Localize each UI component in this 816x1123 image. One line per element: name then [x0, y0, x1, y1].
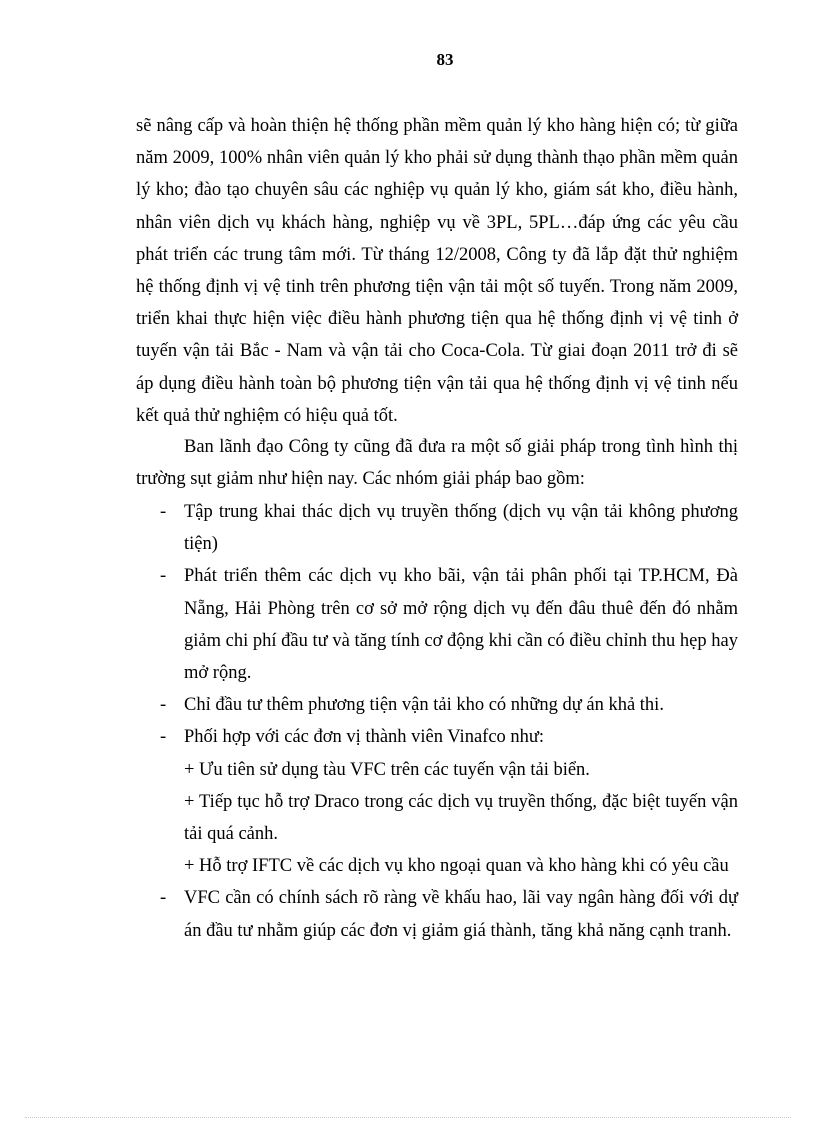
bullet-text: Tập trung khai thác dịch vụ truyền thống (dịch vụ vận tải không phương tiện) — [184, 502, 738, 555]
bullet-text: Phát triển thêm các dịch vụ kho bãi, vận tải phân phối tại TP.HCM, Đà Nẵng, Hải Phòng trên cơ sở mở rộng dịch vụ đến đâu thuê đến đó nhằm giảm chi phí đầu tư và tăng tính cơ động khi cần có điều chỉnh thu hẹp hay mở rộng. — [184, 566, 738, 684]
paragraph-solutions-lead: Ban lãnh đạo Công ty cũng đã đưa ra một số giải pháp trong tình hình thị trường sụt giảm như hiện nay. Các nhóm giải pháp bao gồm: — [136, 437, 738, 490]
paragraph-intro: sẽ nâng cấp và hoàn thiện hệ thống phần mềm quản lý kho hàng hiện có; từ giữa năm 2009, 100% nhân viên quản lý kho phải sử dụng thành thạo phần mềm quản lý kho; đào tạo chuyên sâu các nghiệp vụ quản lý kho, giám sát kho, điều hành, nhân viên dịch vụ khách hàng, nghiệp vụ về 3PL, 5PL…đáp ứng các yêu cầu phát triển các trung tâm mới. Từ tháng 12/2008, Công ty đã lắp đặt thử nghiệm hệ thống định vị vệ tinh trên phương tiện vận tải một số tuyến. Trong năm 2009, triển khai thực hiện việc điều hành phương tiện qua hệ thống định vị vệ tinh ở tuyến vận tải Bắc - Nam và vận tải cho Coca-Cola. Từ giai đoạn 2011 trở đi sẽ áp dụng điều hành toàn bộ phương tiện vận tải qua hệ thống định vị vệ tinh nếu kết quả thử nghiệm có hiệu quả tốt. — [136, 116, 738, 426]
bullet-dash: - — [160, 502, 167, 522]
bullet-text: Phối hợp với các đơn vị thành viên Vinafco như: — [184, 727, 545, 748]
list-item — [136, 689, 738, 721]
list-item — [136, 496, 738, 560]
page-number: 83 — [436, 50, 454, 69]
list-item — [136, 721, 738, 882]
bullet-dash: - — [160, 695, 167, 716]
list-item — [136, 882, 738, 946]
bullet-text: VFC cần có chính sách rõ ràng về khấu hao, lãi vay ngân hàng đối với dự án đầu tư nhằm giúp các đơn vị giảm giá thành, tăng khả năng cạnh tranh. — [184, 888, 738, 941]
bullet-dash: - — [160, 727, 167, 748]
page-bottom-divider — [25, 1117, 791, 1118]
sub-item: + Hỗ trợ IFTC về các dịch vụ kho ngoại quan và kho hàng khi có yêu cầu — [184, 856, 729, 877]
list-item — [136, 560, 738, 689]
solutions-list — [136, 496, 738, 947]
bullet-dash: - — [160, 888, 167, 909]
sub-list — [184, 754, 738, 883]
bullet-text: Chỉ đầu tư thêm phương tiện vận tải kho có những dự án khả thi. — [184, 695, 664, 716]
sub-item: + Ưu tiên sử dụng tàu VFC trên các tuyến vận tải biển. — [184, 759, 590, 780]
bullet-dash: - — [160, 566, 167, 587]
sub-item: + Tiếp tục hỗ trợ Draco trong các dịch vụ truyền thống, đặc biệt tuyến vận tải quá cảnh. — [184, 791, 738, 845]
